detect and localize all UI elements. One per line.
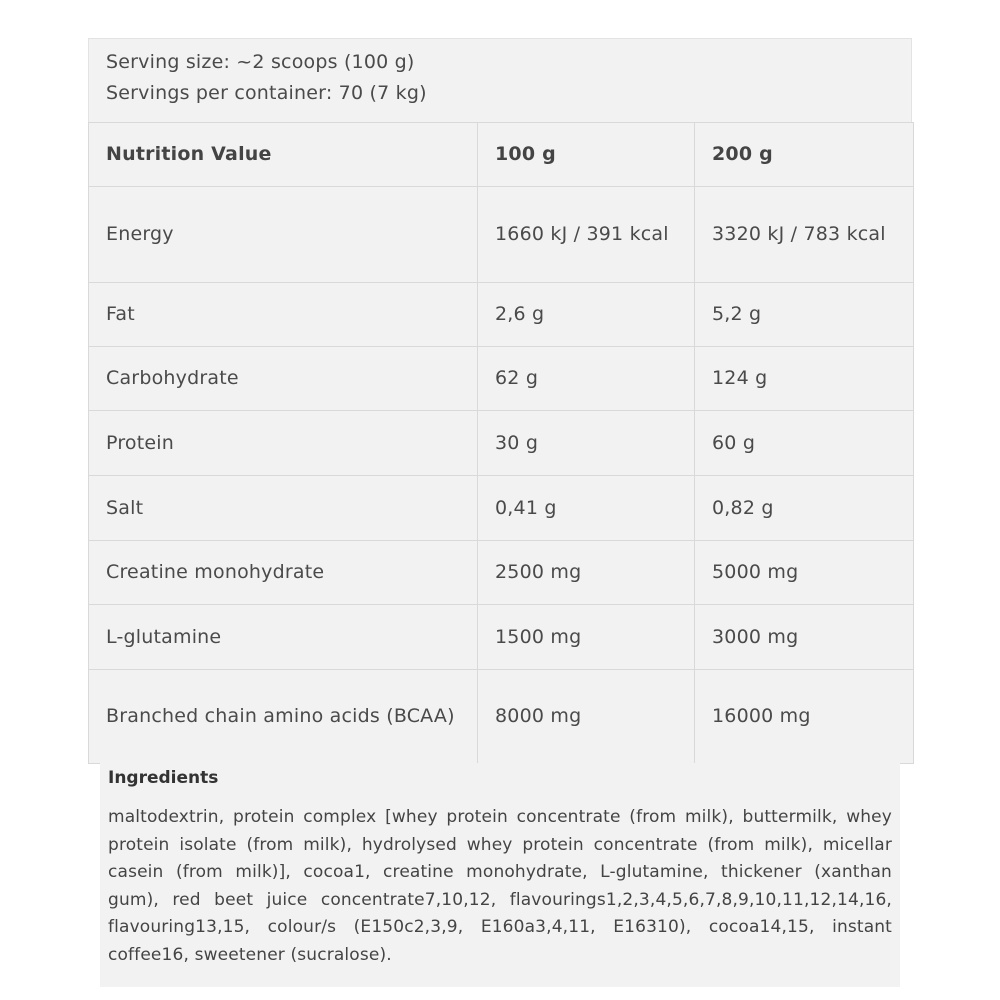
value-100g: 30 g	[478, 411, 695, 476]
value-200g: 5000 mg	[695, 541, 914, 605]
table-row	[89, 411, 914, 476]
header-100g: 100 g	[478, 123, 695, 187]
nutrient-name: Branched chain amino acids (BCAA)	[89, 670, 478, 764]
value-200g: 124 g	[695, 347, 914, 411]
table-row	[89, 283, 914, 347]
value-100g: 1500 mg	[478, 605, 695, 670]
table-header-row	[89, 123, 914, 187]
nutrient-name: Salt	[89, 476, 478, 541]
nutrient-name: Energy	[89, 187, 478, 283]
ingredients-title: Ingredients	[108, 768, 219, 788]
servings-per-container: Servings per container: 70 (7 kg)	[106, 82, 427, 104]
value-100g: 8000 mg	[478, 670, 695, 764]
table-row	[89, 605, 914, 670]
nutrient-name: Creatine monohydrate	[89, 541, 478, 605]
ingredients-text: maltodextrin, protein complex [whey protein concentrate (from milk), buttermilk, whey protein isolate (from milk), hydrolysed whey protein concentrate (from milk), micellar casein (from milk)], cocoa1, creatine monohydrate, L-glutamine, thickener (xanthan gum), red beet juice concentrate7,10,12, flavourings1,2,3,4,5,6,7,8,9,10,11,12,14,16, flavouring13,15, colour/s (E150c2,3,9, E160a3,4,11, E16310), cocoa14,15, instant coffee16, sweetener (sucralose).	[108, 807, 892, 965]
value-100g: 2,6 g	[478, 283, 695, 347]
table-row	[89, 347, 914, 411]
table-row	[89, 541, 914, 605]
nutrient-name: Fat	[89, 283, 478, 347]
value-100g: 2500 mg	[478, 541, 695, 605]
table-row	[89, 670, 914, 764]
value-100g: 1660 kJ / 391 kcal	[478, 187, 695, 283]
nutrient-name: Protein	[89, 411, 478, 476]
value-200g: 3000 mg	[695, 605, 914, 670]
nutrient-name: Carbohydrate	[89, 347, 478, 411]
header-nutrition-value: Nutrition Value	[89, 123, 478, 187]
value-200g: 0,82 g	[695, 476, 914, 541]
value-200g: 5,2 g	[695, 283, 914, 347]
table-row	[89, 187, 914, 283]
value-100g: 62 g	[478, 347, 695, 411]
serving-info	[88, 38, 912, 122]
value-200g: 60 g	[695, 411, 914, 476]
nutrition-table	[88, 122, 914, 764]
value-200g: 3320 kJ / 783 kcal	[695, 187, 914, 283]
ingredients-section	[100, 763, 900, 987]
value-100g: 0,41 g	[478, 476, 695, 541]
header-200g: 200 g	[695, 123, 914, 187]
value-200g: 16000 mg	[695, 670, 914, 764]
table-row	[89, 476, 914, 541]
serving-size: Serving size: ~2 scoops (100 g)	[106, 51, 415, 73]
nutrient-name: L-glutamine	[89, 605, 478, 670]
